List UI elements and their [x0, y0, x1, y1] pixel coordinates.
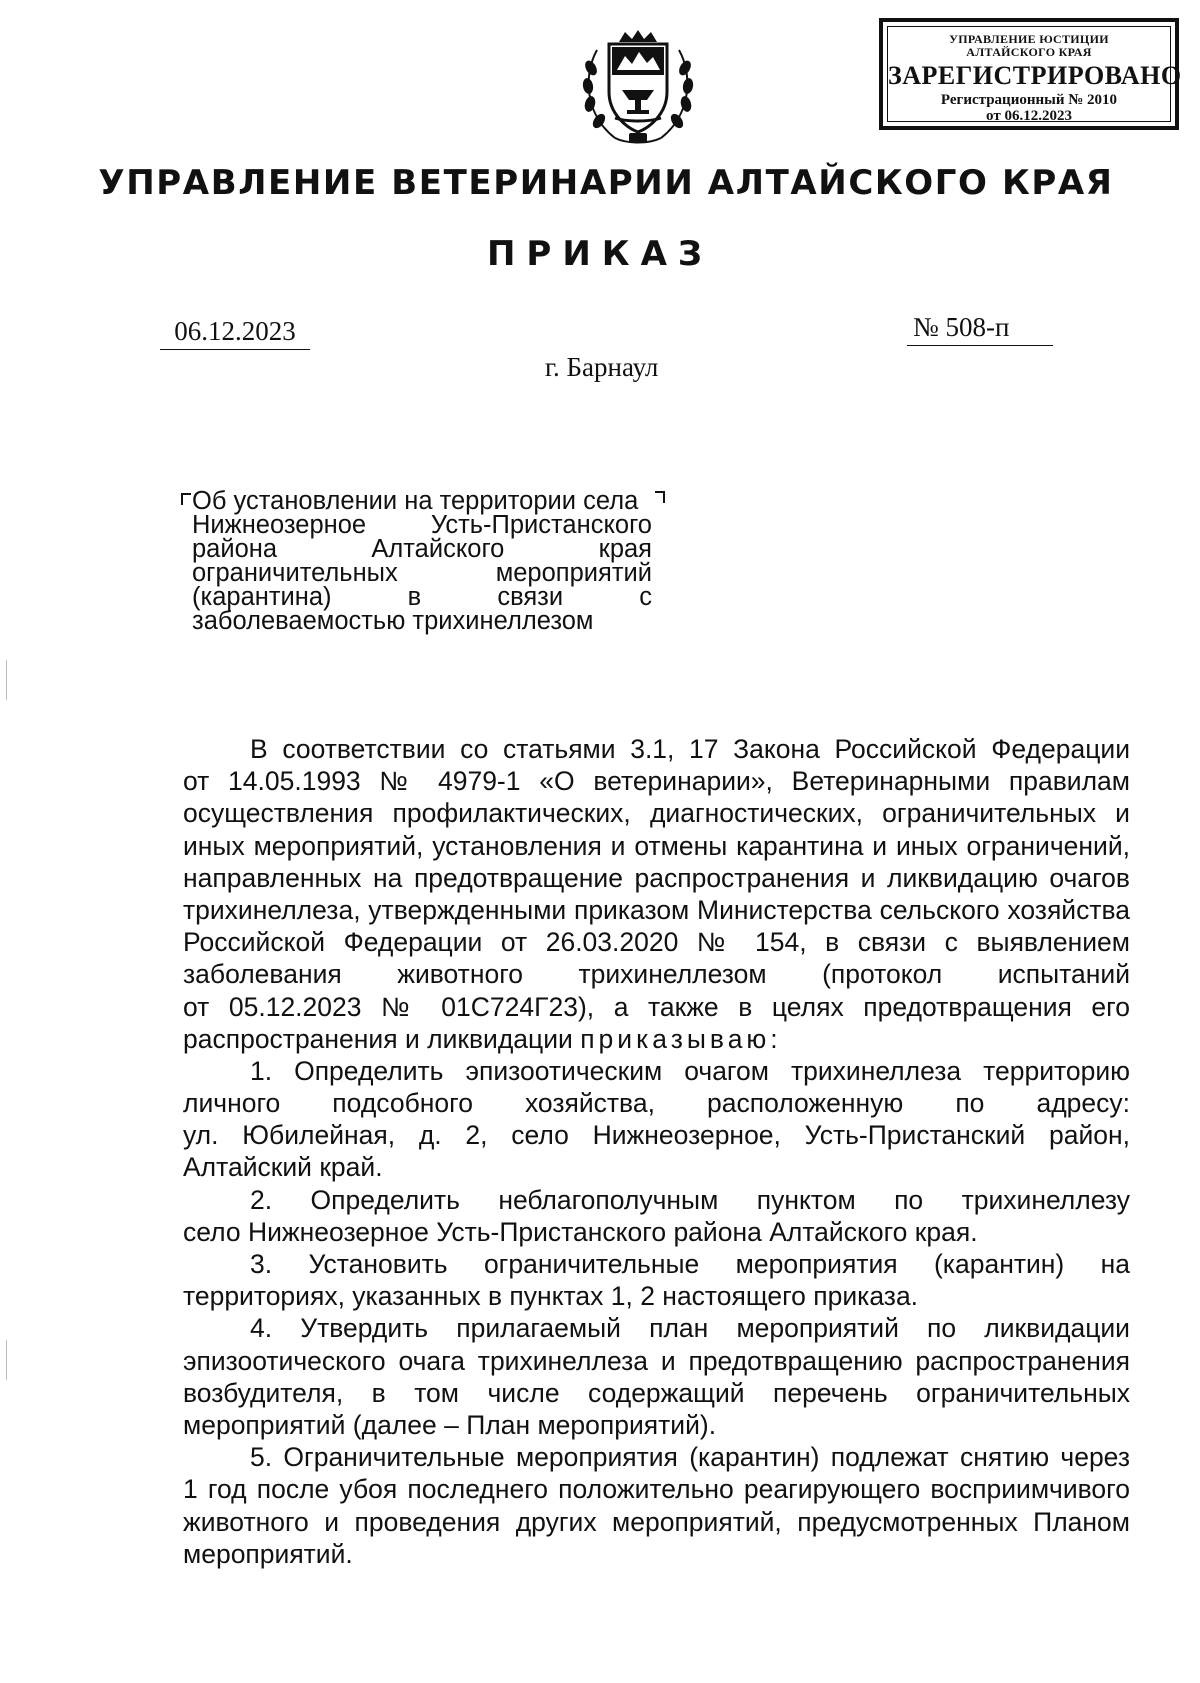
preamble-ending: распространения и ликвидации — [183, 1023, 573, 1054]
subject-line: ограничительных мероприятий — [192, 559, 652, 587]
subject-bracket-left — [181, 493, 191, 505]
stamp-reg-date: от 06.12.2023 — [986, 108, 1072, 124]
altai-krai-coat-of-arms-icon — [577, 30, 699, 148]
stamp-org-line-2: АЛТАЙСКОГО КРАЯ — [966, 45, 1092, 59]
order-word: приказываю: — [580, 1023, 782, 1054]
item-5-line: 5. Ограничительные мероприятия (карантин) подлежат снятию через — [250, 1442, 1130, 1473]
body-line: направленных на предотвращение распространения и ликвидацию очагов — [183, 862, 1130, 893]
scan-margin-mark — [6, 1340, 7, 1380]
item-2-line: 2. Определить неблагополучным пунктом по трихинеллезу — [250, 1184, 1130, 1215]
order-date: 06.12.2023 — [160, 316, 310, 350]
body-line: от 05.12.2023 № 01С724Г23), а также в целях предотвращения его — [183, 991, 1130, 1022]
item-1-line: 1. Определить эпизоотическим очагом трихинеллеза территорию — [250, 1055, 1130, 1086]
body-line: иных мероприятий, установления и отмены карантина и иных ограничений, — [183, 830, 1130, 861]
body-line: осуществления профилактических, диагностических, ограничительных и — [183, 798, 1130, 829]
body-line — [183, 1023, 1130, 1055]
item-5-line: мероприятий. — [183, 1538, 353, 1569]
item-4-line: эпизоотического очага трихинеллеза и предотвращению распространения — [183, 1345, 1130, 1376]
scan-margin-mark — [6, 660, 7, 700]
subject-bracket-right — [655, 491, 665, 503]
subject-line: Об установлении на территории села — [192, 487, 639, 515]
subject-line: (карантина) в связи с — [192, 583, 652, 611]
item-5-line: 1 год после убоя последнего положительно реагирующего восприимчивого — [183, 1474, 1130, 1505]
stamp-organization — [888, 33, 1170, 59]
item-3-line: территориях, указанных в пунктах 1, 2 настоящего приказа. — [183, 1281, 919, 1312]
item-1-line: Алтайский край. — [183, 1152, 383, 1183]
document-type: ПРИКАЗ — [486, 234, 714, 274]
item-4-line: возбудителя, в том числе содержащий перечень ограничительных — [183, 1377, 1130, 1408]
body-line: заболевания животного трихинеллезом (протокол испытаний — [183, 959, 1130, 990]
item-5-line: животного и проведения других мероприятий, предусмотренных Планом — [183, 1506, 1130, 1537]
stamp-status: ЗАРЕГИСТРИРОВАНО — [888, 61, 1182, 90]
item-4-line: мероприятий (далее – План мероприятий). — [183, 1409, 717, 1440]
order-body — [183, 733, 1130, 1570]
subject-line: Нижнеозерное Усть-Пристанского — [192, 511, 652, 539]
subject-line: района Алтайского края — [192, 535, 652, 563]
body-line: трихинеллеза, утвержденными приказом Министерства сельского хозяйства — [183, 894, 1130, 925]
item-2-line: село Нижнеозерное Усть-Пристанского района Алтайского края. — [183, 1216, 978, 1247]
order-subject — [192, 489, 652, 633]
body-line: от 14.05.1993 № 4979-1 «О ветеринарии», Ветеринарными правилам — [183, 766, 1130, 797]
order-number: № 508-п — [907, 312, 1053, 346]
stamp-reg-number: Регистрационный № 2010 — [940, 92, 1118, 108]
registration-stamp — [879, 18, 1182, 130]
item-4-line: 4. Утвердить прилагаемый план мероприятий по ликвидации — [250, 1313, 1130, 1344]
order-city: г. Барнаул — [545, 352, 659, 382]
item-1-line: ул. Юбилейная, д. 2, село Нижнеозерное, Усть-Пристанский район, — [183, 1120, 1130, 1151]
agency-name: УПРАВЛЕНИЕ ВЕТЕРИНАРИИ АЛТАЙСКОГО КРАЯ — [98, 163, 1114, 203]
body-line: В соответствии со статьями 3.1, 17 Закона Российской Федерации — [250, 734, 1130, 764]
stamp-org-line-1: УПРАВЛЕНИЕ ЮСТИЦИИ — [949, 32, 1109, 46]
stamp-inner-frame — [887, 26, 1182, 124]
item-1-line: личного подсобного хозяйства, расположенную по адресу: — [183, 1088, 1130, 1119]
body-line: Российской Федерации от 26.03.2020 № 154, в связи с выявлением — [183, 927, 1130, 958]
subject-line: заболеваемостью трихинеллезом — [192, 607, 594, 635]
item-3-line: 3. Установить ограничительные мероприятия (карантин) на — [250, 1249, 1130, 1279]
